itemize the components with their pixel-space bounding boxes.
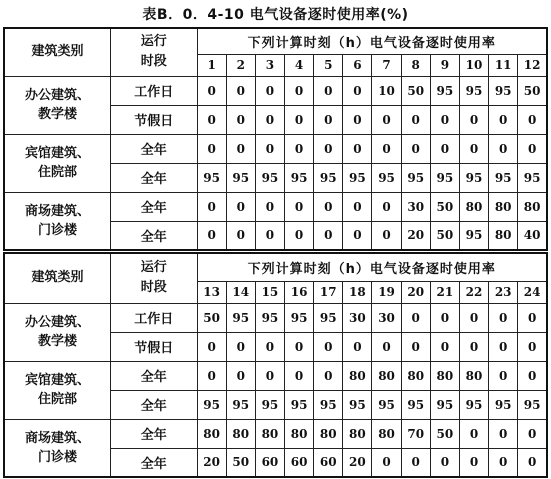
- usage-value: 0: [459, 105, 488, 134]
- usage-value: 0: [197, 105, 226, 134]
- usage-value: 0: [372, 192, 401, 221]
- usage-value: 50: [430, 221, 459, 250]
- hour-label: 21: [430, 281, 459, 303]
- usage-value: 0: [489, 332, 518, 361]
- usage-value: 50: [430, 192, 459, 221]
- operating-period: 全年: [111, 221, 197, 250]
- usage-value: 0: [459, 134, 488, 163]
- usage-value: 0: [489, 105, 518, 134]
- usage-value: 0: [518, 105, 547, 134]
- usage-value: 80: [518, 192, 547, 221]
- usage-value: 0: [459, 448, 488, 477]
- table-row: [4, 134, 547, 163]
- hourly-usage-header: 下列计算时刻（h）电气设备逐时使用率: [197, 28, 547, 54]
- usage-value: 80: [372, 419, 401, 448]
- usage-value: 95: [518, 390, 547, 419]
- period-header-line1: 运行: [140, 34, 167, 50]
- usage-value: 0: [314, 361, 343, 390]
- usage-value: 50: [226, 448, 255, 477]
- usage-value: 0: [430, 448, 459, 477]
- usage-value: 30: [343, 303, 372, 332]
- operating-period: 节假日: [111, 105, 197, 134]
- hour-label: 3: [255, 54, 284, 76]
- usage-value: 95: [226, 390, 255, 419]
- usage-value: 95: [255, 390, 284, 419]
- usage-value: 80: [226, 419, 255, 448]
- building-category-line1: 商场建筑、: [25, 430, 91, 446]
- usage-value: 0: [430, 303, 459, 332]
- usage-value: 95: [255, 303, 284, 332]
- usage-value: 0: [459, 303, 488, 332]
- usage-value: 0: [518, 448, 547, 477]
- usage-value: 80: [372, 361, 401, 390]
- hour-label: 13: [197, 281, 226, 303]
- usage-value: 20: [401, 221, 430, 250]
- operating-period: 节假日: [111, 332, 197, 361]
- usage-table-hours-13-24: [3, 252, 548, 478]
- hour-label: 4: [285, 54, 314, 76]
- usage-value: 95: [255, 163, 284, 192]
- usage-value: 0: [343, 105, 372, 134]
- usage-value: 0: [285, 134, 314, 163]
- building-category: [4, 419, 111, 477]
- hour-label: 20: [401, 281, 430, 303]
- usage-value: 80: [343, 361, 372, 390]
- usage-value: 95: [343, 163, 372, 192]
- usage-value: 95: [285, 390, 314, 419]
- usage-value: 0: [226, 192, 255, 221]
- header-row: [4, 253, 547, 281]
- building-category-line2: 住院部: [38, 165, 78, 180]
- usage-value: 95: [430, 390, 459, 419]
- usage-value: 0: [314, 76, 343, 105]
- usage-value: 30: [401, 192, 430, 221]
- usage-value: 80: [255, 419, 284, 448]
- building-category-line2: 住院部: [38, 392, 78, 407]
- hour-label: 1: [197, 54, 226, 76]
- usage-value: 0: [372, 448, 401, 477]
- building-category-line2: 门诊楼: [38, 222, 78, 238]
- usage-value: 50: [197, 303, 226, 332]
- usage-value: 0: [285, 192, 314, 221]
- header-row: [4, 28, 547, 54]
- building-category-line1: 商场建筑、: [25, 203, 91, 219]
- usage-value: 0: [197, 76, 226, 105]
- usage-value: 0: [401, 105, 430, 134]
- usage-value: 80: [430, 361, 459, 390]
- operating-period: 全年: [111, 419, 197, 448]
- usage-value: 60: [285, 448, 314, 477]
- usage-value: 0: [401, 303, 430, 332]
- usage-value: 0: [372, 332, 401, 361]
- building-category: [4, 192, 111, 250]
- usage-value: 80: [459, 361, 488, 390]
- usage-value: 0: [285, 332, 314, 361]
- usage-value: 20: [343, 448, 372, 477]
- period-header-line2: 时段: [140, 54, 167, 70]
- hour-label: 18: [343, 281, 372, 303]
- usage-value: 0: [518, 303, 547, 332]
- hour-label: 5: [314, 54, 343, 76]
- usage-value: 0: [489, 419, 518, 448]
- usage-value: 0: [489, 303, 518, 332]
- usage-value: 0: [197, 134, 226, 163]
- hour-label: 8: [401, 54, 430, 76]
- usage-value: 40: [518, 221, 547, 250]
- hour-label: 23: [489, 281, 518, 303]
- operating-period: 全年: [111, 361, 197, 390]
- period-header: [111, 253, 197, 303]
- hour-label: 17: [314, 281, 343, 303]
- usage-value: 0: [314, 221, 343, 250]
- table-row: [4, 76, 547, 105]
- usage-value: 95: [197, 163, 226, 192]
- usage-value: 0: [226, 134, 255, 163]
- usage-value: 0: [255, 361, 284, 390]
- usage-table-hours-1-12: [3, 27, 548, 251]
- usage-value: 0: [197, 221, 226, 250]
- hour-label: 6: [343, 54, 372, 76]
- usage-value: 0: [372, 221, 401, 250]
- usage-value: 0: [343, 221, 372, 250]
- hour-label: 11: [489, 54, 518, 76]
- usage-value: 0: [197, 192, 226, 221]
- usage-value: 0: [518, 361, 547, 390]
- usage-value: 0: [518, 419, 547, 448]
- hour-label: 14: [226, 281, 255, 303]
- usage-value: 20: [197, 448, 226, 477]
- usage-value: 80: [314, 419, 343, 448]
- table-row: [4, 361, 547, 390]
- usage-value: 0: [255, 134, 284, 163]
- table-row: [4, 303, 547, 332]
- usage-value: 0: [372, 134, 401, 163]
- hour-label: 16: [285, 281, 314, 303]
- usage-value: 0: [255, 105, 284, 134]
- operating-period: 全年: [111, 448, 197, 477]
- usage-value: 0: [285, 361, 314, 390]
- usage-value: 50: [430, 419, 459, 448]
- usage-value: 80: [489, 221, 518, 250]
- hour-label: 9: [430, 54, 459, 76]
- usage-value: 0: [285, 76, 314, 105]
- usage-value: 0: [285, 221, 314, 250]
- usage-value: 0: [226, 221, 255, 250]
- usage-value: 0: [314, 105, 343, 134]
- usage-value: 0: [401, 448, 430, 477]
- usage-value: 95: [430, 163, 459, 192]
- usage-value: 0: [372, 105, 401, 134]
- usage-value: 50: [518, 76, 547, 105]
- hour-label: 2: [226, 54, 255, 76]
- usage-value: 95: [489, 390, 518, 419]
- usage-value: 95: [489, 163, 518, 192]
- usage-value: 0: [255, 221, 284, 250]
- usage-value: 0: [430, 105, 459, 134]
- usage-value: 0: [489, 448, 518, 477]
- usage-value: 95: [314, 390, 343, 419]
- building-category-line1: 宾馆建筑、: [25, 146, 91, 161]
- building-category-line2: 门诊楼: [38, 449, 78, 465]
- usage-value: 0: [489, 361, 518, 390]
- usage-value: 0: [343, 76, 372, 105]
- usage-value: 80: [459, 192, 488, 221]
- usage-value: 95: [401, 163, 430, 192]
- operating-period: 全年: [111, 390, 197, 419]
- period-header: [111, 28, 197, 76]
- operating-period: 全年: [111, 163, 197, 192]
- usage-value: 60: [255, 448, 284, 477]
- hour-label: 12: [518, 54, 547, 76]
- usage-value: 0: [226, 361, 255, 390]
- hour-label: 7: [372, 54, 401, 76]
- usage-value: 0: [489, 134, 518, 163]
- building-category: [4, 76, 111, 134]
- usage-value: 95: [372, 163, 401, 192]
- usage-value: 80: [343, 419, 372, 448]
- usage-value: 0: [459, 419, 488, 448]
- usage-value: 0: [226, 105, 255, 134]
- usage-value: 0: [255, 192, 284, 221]
- building-category-line2: 教学楼: [38, 107, 78, 122]
- building-type-header: 建筑类别: [4, 28, 111, 76]
- usage-value: 95: [226, 163, 255, 192]
- operating-period: 工作日: [111, 303, 197, 332]
- building-category-line1: 办公建筑、: [25, 88, 91, 103]
- building-category: [4, 303, 111, 361]
- usage-value: 0: [343, 192, 372, 221]
- usage-value: 0: [197, 361, 226, 390]
- usage-value: 95: [197, 390, 226, 419]
- usage-value: 95: [430, 76, 459, 105]
- usage-value: 0: [401, 332, 430, 361]
- usage-value: 95: [518, 163, 547, 192]
- building-category: [4, 361, 111, 419]
- usage-value: 0: [459, 332, 488, 361]
- usage-value: 0: [285, 105, 314, 134]
- hour-label: 10: [459, 54, 488, 76]
- operating-period: 全年: [111, 192, 197, 221]
- usage-value: 0: [314, 332, 343, 361]
- period-header-line2: 时段: [140, 280, 167, 296]
- usage-value: 0: [430, 332, 459, 361]
- period-header-line1: 运行: [140, 260, 167, 276]
- usage-value: 0: [343, 332, 372, 361]
- hour-label: 24: [518, 281, 547, 303]
- usage-value: 0: [197, 332, 226, 361]
- usage-value: 95: [459, 390, 488, 419]
- usage-value: 50: [401, 76, 430, 105]
- operating-period: 全年: [111, 134, 197, 163]
- usage-value: 0: [430, 134, 459, 163]
- hour-label: 19: [372, 281, 401, 303]
- hour-label: 15: [255, 281, 284, 303]
- usage-value: 0: [314, 192, 343, 221]
- usage-value: 30: [372, 303, 401, 332]
- usage-value: 10: [372, 76, 401, 105]
- table-row: [4, 419, 547, 448]
- table-row: [4, 192, 547, 221]
- usage-value: 0: [226, 332, 255, 361]
- hour-label: 22: [459, 281, 488, 303]
- usage-value: 95: [285, 303, 314, 332]
- building-category-line1: 办公建筑、: [25, 315, 91, 330]
- usage-value: 95: [314, 163, 343, 192]
- usage-value: 0: [343, 134, 372, 163]
- usage-value: 95: [459, 163, 488, 192]
- usage-value: 60: [314, 448, 343, 477]
- usage-value: 0: [518, 332, 547, 361]
- usage-value: 95: [372, 390, 401, 419]
- building-category: [4, 134, 111, 192]
- usage-value: 0: [518, 134, 547, 163]
- usage-value: 95: [401, 390, 430, 419]
- usage-value: 80: [285, 419, 314, 448]
- usage-value: 95: [343, 390, 372, 419]
- usage-value: 95: [459, 76, 488, 105]
- usage-value: 0: [314, 134, 343, 163]
- building-category-line2: 教学楼: [38, 334, 78, 349]
- table-title: 表B．0．4-10 电气设备逐时使用率(%): [142, 7, 409, 23]
- usage-value: 0: [226, 76, 255, 105]
- usage-value: 80: [197, 419, 226, 448]
- usage-value: 95: [459, 221, 488, 250]
- usage-value: 95: [226, 303, 255, 332]
- usage-value: 95: [285, 163, 314, 192]
- operating-period: 工作日: [111, 76, 197, 105]
- usage-value: 0: [255, 76, 284, 105]
- usage-value: 0: [255, 332, 284, 361]
- usage-value: 80: [401, 361, 430, 390]
- usage-value: 80: [489, 192, 518, 221]
- building-category-line1: 宾馆建筑、: [25, 373, 91, 388]
- hourly-usage-header: 下列计算时刻（h）电气设备逐时使用率: [197, 253, 547, 281]
- building-type-header: 建筑类别: [4, 253, 111, 303]
- usage-value: 95: [314, 303, 343, 332]
- usage-value: 0: [401, 134, 430, 163]
- usage-value: 70: [401, 419, 430, 448]
- usage-value: 95: [489, 76, 518, 105]
